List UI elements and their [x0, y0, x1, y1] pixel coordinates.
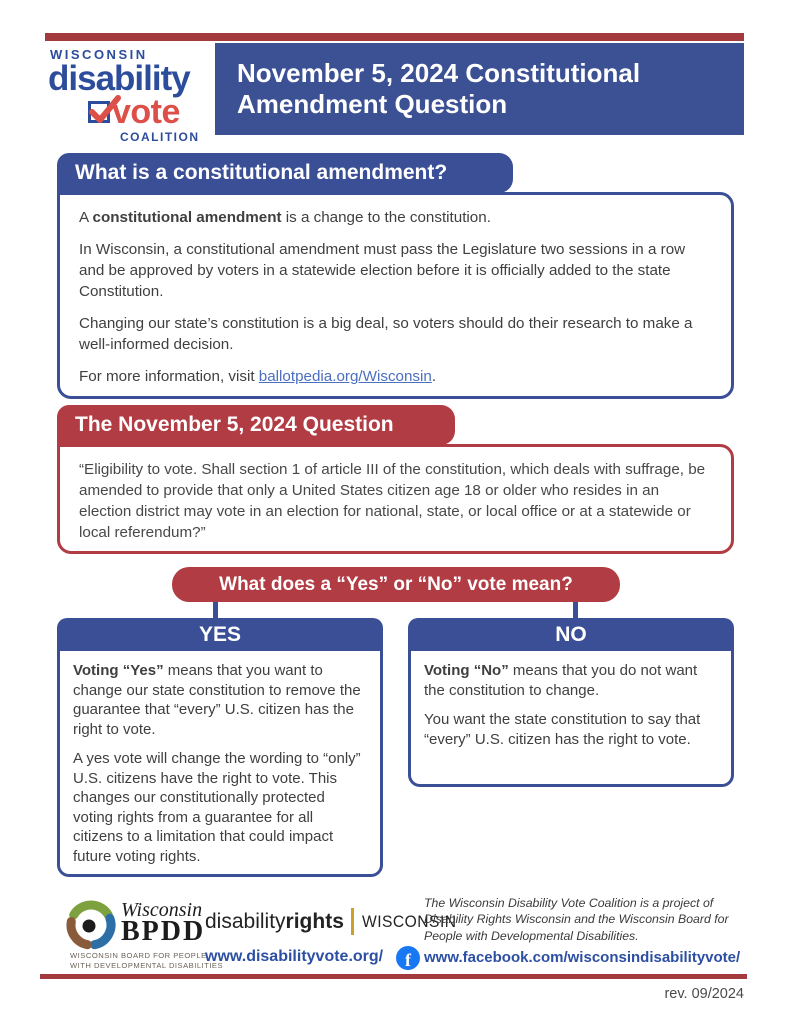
amendment-section-body	[57, 192, 734, 399]
vote-meaning-title: What does a “Yes” or “No” vote mean?	[172, 567, 620, 602]
bottom-rule	[40, 974, 747, 979]
yes-p1-bold: Voting “Yes”	[73, 662, 164, 679]
vote-checkbox-icon	[88, 101, 110, 123]
disabilityvote-link[interactable]: www.disabilityvote.org/	[205, 948, 384, 965]
facebook-icon[interactable]	[396, 946, 420, 970]
ballot-question-text: “Eligibility to vote. Shall section 1 of article III of the constitution, which deals with suffrage, be amended to provide that only a United States citizen age 18 or older who resides in an election district may vote in an election for national, state, or local office or at a statewide or local referendum?”	[79, 461, 706, 541]
yes-p1-rest: means that you want to change our state constitution to remove the guarantee that “every” U.S. citizen has the right to vote.	[73, 662, 361, 738]
no-paragraph-2: You want the state constitution to say that “every” U.S. citizen has the right to vote.	[424, 711, 701, 748]
no-p1-rest: means that you do not want the constitution to change.	[424, 662, 698, 699]
bpdd-tagline	[70, 951, 223, 972]
question-section-title: The November 5, 2024 Question	[57, 405, 455, 445]
logo-vote-label: vote	[112, 92, 180, 131]
p4-pre: For more information, visit	[79, 367, 259, 385]
yes-connector-line	[213, 600, 218, 620]
bpdd-swirl-icon	[62, 896, 120, 954]
amendment-paragraph-3: Changing our state’s constitution is a big deal, so voters should do their research to make a well-informed decision.	[79, 314, 693, 353]
bpdd-acronym-label: BPDD	[121, 916, 206, 947]
p1-pre: A	[79, 209, 93, 226]
no-connector-line	[573, 600, 578, 620]
page-title-line2: Amendment Question	[237, 89, 508, 119]
p4-post: .	[431, 367, 437, 385]
drw-divider-bar	[351, 908, 354, 935]
yes-paragraph-1	[73, 661, 367, 739]
amendment-section-title: What is a constitutional amendment?	[57, 153, 513, 193]
checkmark-icon	[88, 92, 122, 126]
bpdd-wordmark	[121, 900, 205, 946]
no-body	[408, 651, 734, 787]
bpdd-wisconsin-label: Wisconsin	[121, 899, 203, 921]
yes-body	[57, 651, 383, 877]
logo-disability-label: disability	[48, 59, 190, 98]
drw-disability-label: disability	[205, 909, 286, 933]
no-p1-bold: Voting “No”	[424, 662, 509, 679]
drw-wisconsin-label: WISCONSIN	[361, 911, 457, 931]
no-paragraph-1	[424, 661, 718, 700]
amendment-paragraph-2: In Wisconsin, a constitutional amendment must pass the Legislature two sessions in a row and be approved by voters in a statewide election before it is officially added to the state Constitution.	[79, 240, 686, 300]
amendment-paragraph-1	[79, 208, 712, 229]
bpdd-tagline-line1: WISCONSIN BOARD FOR PEOPLE	[70, 951, 207, 960]
coalition-logo	[48, 47, 213, 145]
logo-wisconsin-label: WISCONSIN	[50, 47, 148, 62]
no-header: NO	[408, 618, 734, 651]
logo-coalition-label: COALITION	[120, 130, 200, 145]
drw-rights-label: rights	[285, 909, 344, 933]
bpdd-tagline-line2: WITH DEVELOPMENTAL DISABILITIES	[70, 961, 224, 971]
logo-vote-row	[88, 92, 213, 131]
yes-paragraph-2: A yes vote will change the wording to “only” U.S. citizens have the right to vote. This changes our constitutionally protected voting rights from a guarantee for all citizens to a limitation that could impact future voting rights.	[73, 750, 361, 865]
question-section-body	[57, 444, 734, 554]
facebook-link[interactable]: www.facebook.com/wisconsindisabilityvote/	[424, 949, 741, 966]
facebook-f-glyph: f	[405, 949, 411, 970]
header-banner	[215, 43, 744, 135]
p1-bold: constitutional amendment	[92, 209, 282, 226]
bpdd-logo	[62, 896, 205, 954]
amendment-paragraph-4	[79, 367, 712, 388]
revision-label: rev. 09/2024	[664, 986, 744, 1002]
coalition-blurb: The Wisconsin Disability Vote Coalition is a project of Disability Rights Wisconsin and the Wisconsin Board for People with Developmental Disabilities.	[424, 896, 729, 943]
ballotpedia-link[interactable]: ballotpedia.org/Wisconsin	[258, 367, 432, 385]
top-rule	[45, 33, 744, 41]
yes-header: YES	[57, 618, 383, 651]
page-title-line1: November 5, 2024 Constitutional	[237, 57, 641, 88]
p1-post: is a change to the constitution.	[281, 209, 491, 226]
